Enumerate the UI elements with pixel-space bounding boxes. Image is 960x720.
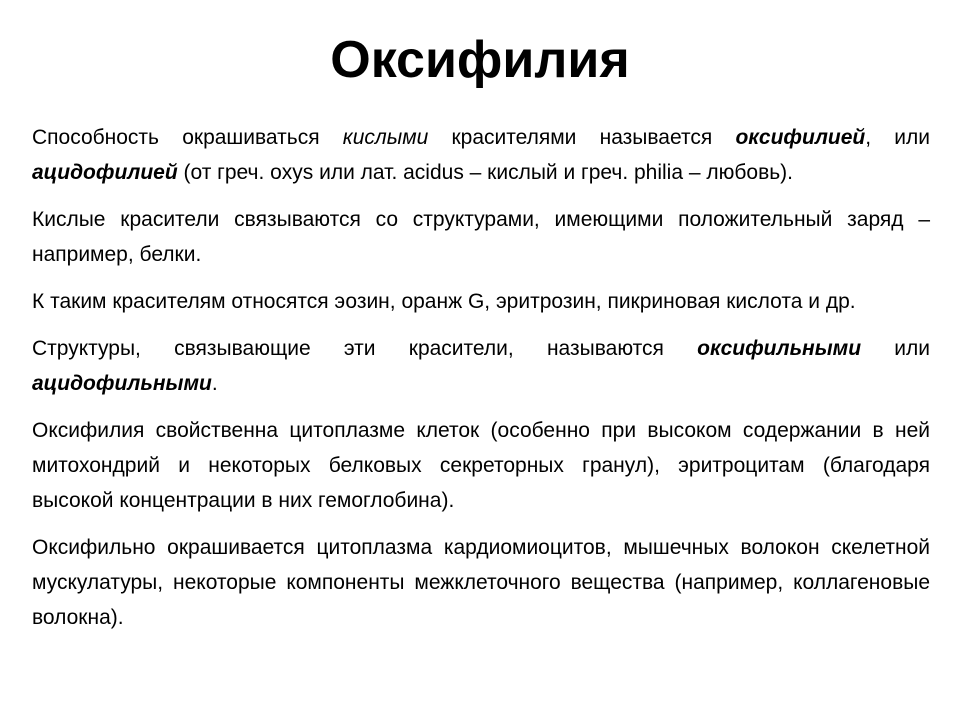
slide-body <box>32 120 930 647</box>
text-run: , или <box>865 126 930 149</box>
term-emphasis: оксифильными <box>697 337 862 360</box>
text-run: или <box>861 337 930 360</box>
text-run: Оксифилия свойственна цитоплазме клеток (особенно при высоком содержании в ней митохондрий и некоторых белковых секреторных гранул), эритроцитам (благодаря высокой концентрации в них гемоглобина). <box>32 419 930 512</box>
text-run: . <box>211 372 218 395</box>
term-emphasis: ацидофилией <box>32 161 178 184</box>
paragraph-3 <box>32 284 930 319</box>
paragraph-2 <box>32 202 930 272</box>
paragraph-6 <box>32 530 930 635</box>
paragraph-4 <box>32 331 930 401</box>
paragraph-5 <box>32 413 930 518</box>
text-run: (от греч. oxys или лат. acidus – кислый и греч. philia – любовь). <box>177 161 794 184</box>
term-emphasis: ацидофильными <box>32 372 212 395</box>
text-run: Структуры, связывающие эти красители, называются <box>32 337 698 360</box>
term-emphasis: оксифилией <box>735 126 866 149</box>
text-run: красителями называется <box>428 126 736 149</box>
text-run: К таким красителям относятся эозин, оранж G, эритрозин, пикриновая кислота и др. <box>32 290 856 313</box>
text-run: Кислые красители связываются со структурами, имеющими положительный заряд – например, белки. <box>32 208 930 266</box>
paragraph-1 <box>32 120 930 190</box>
slide-title: Оксифилия <box>330 31 630 89</box>
text-run: Способность окрашиваться <box>32 126 343 149</box>
text-run: Оксифильно окрашивается цитоплазма кардиомиоцитов, мышечных волокон скелетной мускулатуры, некоторые компоненты межклеточного вещества (например, коллагеновые волокна). <box>32 536 930 629</box>
italic-text: кислыми <box>342 126 429 149</box>
